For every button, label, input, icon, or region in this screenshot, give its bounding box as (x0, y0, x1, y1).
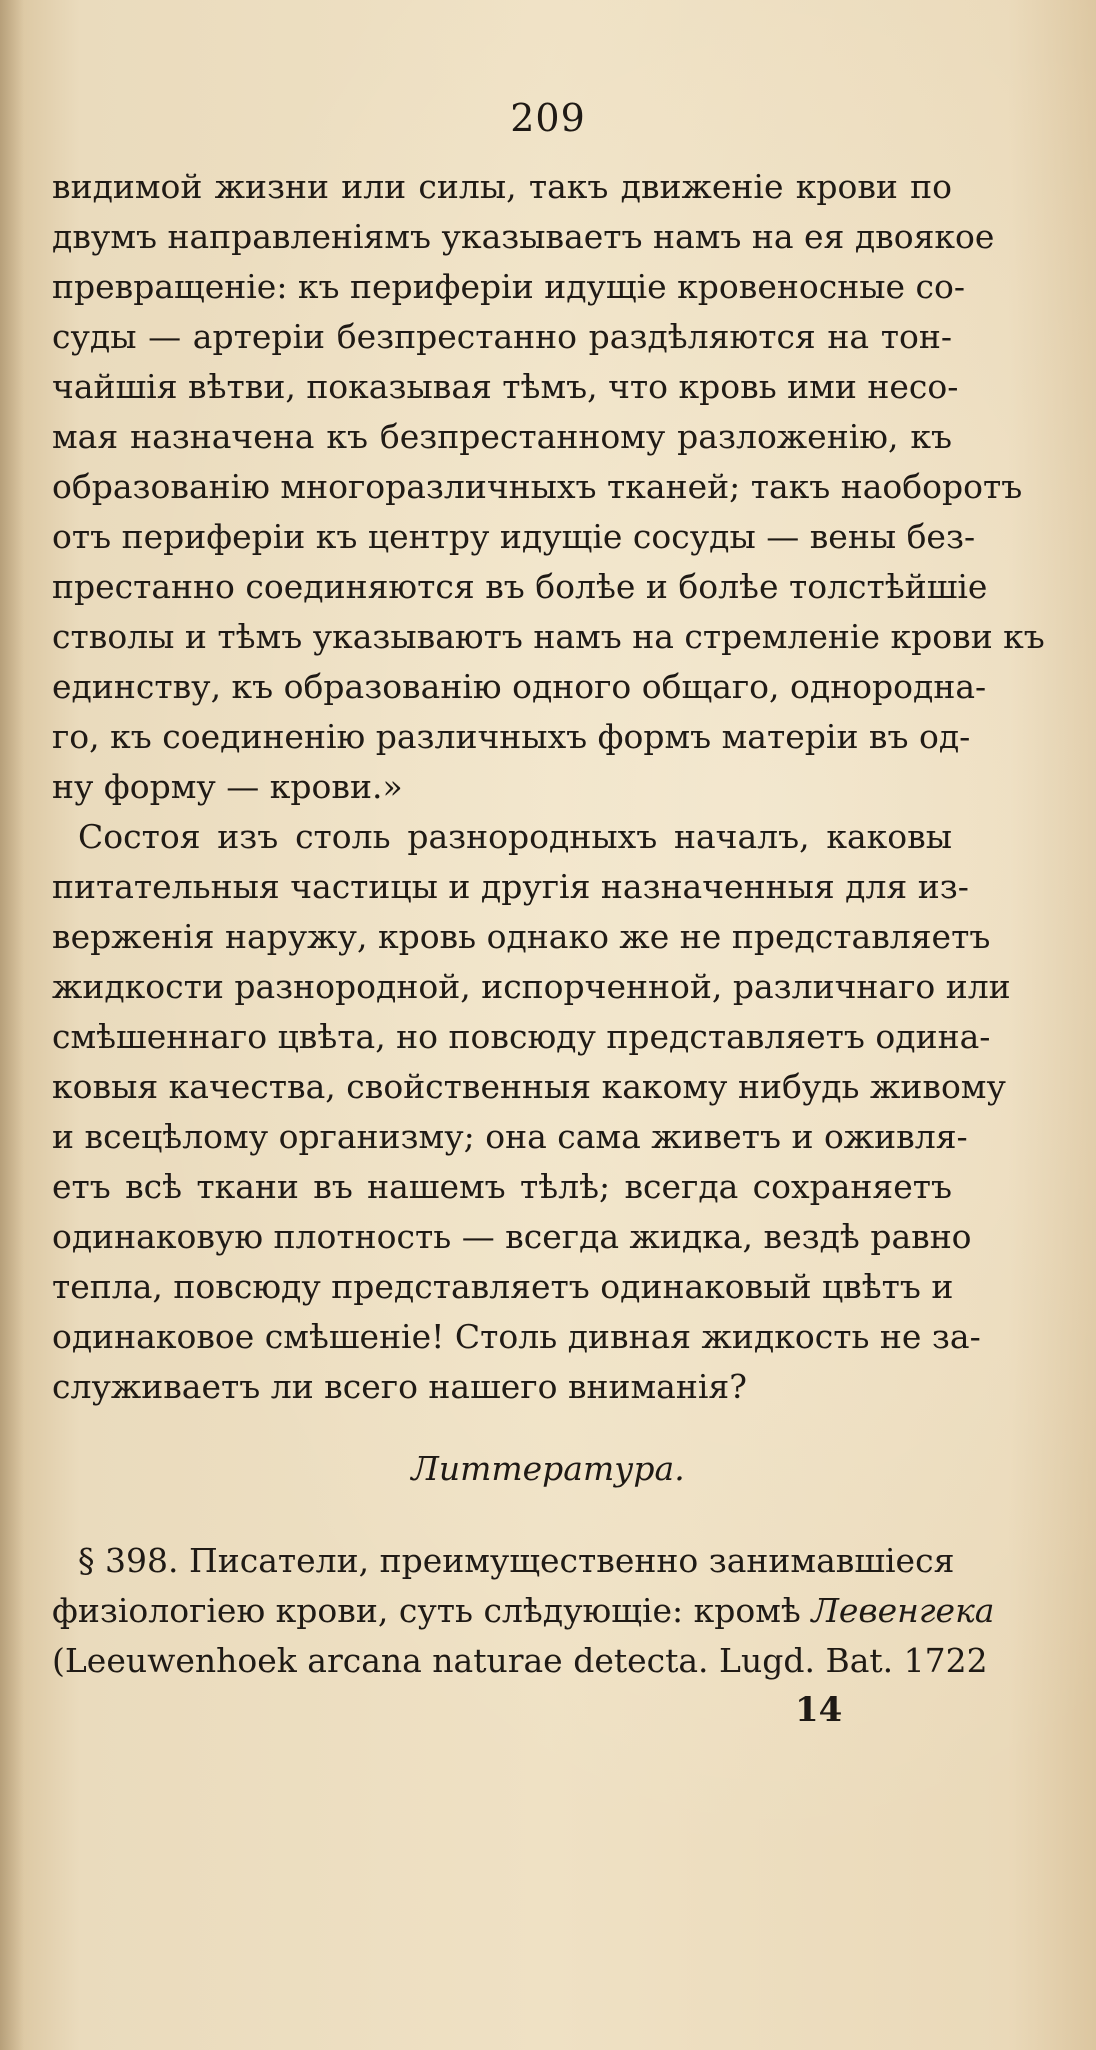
paragraph-blood-composition (52, 812, 1011, 1412)
paragraph-continuation (52, 162, 1045, 812)
text-line: смѣшеннаго цвѣта, но повсюду представляетъ одина- (52, 1017, 991, 1056)
text-line: видимой жизни или силы, такъ движенiе крови по (52, 167, 952, 206)
section-heading: Литтература. (411, 1449, 685, 1488)
text-line: служиваетъ ли всего нашего вниманiя? (52, 1367, 747, 1406)
text-line: Состоя изъ столь разнородныхъ началъ, каковы (78, 817, 952, 856)
text-line: двумъ направленiямъ указываетъ намъ на ея двоякое (52, 217, 995, 256)
signature-mark: 14 (795, 1690, 843, 1730)
text-line (52, 1586, 995, 1636)
text-line: верженiя наружу, кровь однако же не представляетъ (52, 917, 991, 956)
section-398 (52, 1536, 995, 1686)
text-line: ну форму — крови.» (52, 767, 403, 806)
text-line: етъ всѣ ткани въ нашемъ тѣлѣ; всегда сохраняетъ (52, 1167, 952, 1206)
text-line: чайшiя вѣтви, показывая тѣмъ, что кровь ими несо- (52, 367, 959, 406)
text-line: образованiю многоразличныхъ тканей; такъ наоборотъ (52, 467, 1023, 506)
author-name-italic: Левенгека (811, 1591, 995, 1630)
text-line: одинаковое смѣшенiе! Столь дивная жидкость не за- (52, 1317, 981, 1356)
text-line: суды — артерiи безпрестанно раздѣляются на тон- (52, 317, 952, 356)
text-line: § 398. Писатели, преимущественно занимавшiеся (78, 1541, 955, 1580)
text-line: мая назначена къ безпрестанному разложенiю, къ (52, 417, 952, 456)
text-line: стволы и тѣмъ указываютъ намъ на стремленiе крови къ (52, 617, 1045, 656)
text-line: (Leeuwenhoek arcana naturae detecta. Lugd. Bat. 1722 (52, 1641, 988, 1680)
text-run: физiологiею крови, суть слѣдующiе: кромѣ (52, 1591, 801, 1630)
text-line: жидкости разнородной, испорченной, различнаго или (52, 967, 1011, 1006)
page-number: 209 (510, 96, 586, 140)
text-line: питательныя частицы и другiя назначенныя для из- (52, 867, 969, 906)
text-line: ковыя качества, свойственныя какому нибудь живому (52, 1067, 1006, 1106)
body-text (52, 162, 1045, 1412)
page-spine-shadow (0, 0, 24, 2050)
text-line: и всецѣлому организму; она сама живетъ и оживля- (52, 1117, 968, 1156)
text-line: тепла, повсюду представляетъ одинаковый цвѣтъ и (52, 1267, 954, 1306)
text-line: одинаковую плотность — всегда жидка, вездѣ равно (52, 1217, 972, 1256)
text-line: престанно соединяются въ болѣе и болѣе толстѣйшiе (52, 567, 988, 606)
text-line: отъ периферiи къ центру идущiе сосуды — вены без- (52, 517, 976, 556)
text-line: превращенiе: къ периферiи идущiе кровеносные со- (52, 267, 966, 306)
text-line: го, къ соединенiю различныхъ формъ матерiи въ од- (52, 717, 971, 756)
text-line: единству, къ образованiю одного общаго, однородна- (52, 667, 987, 706)
